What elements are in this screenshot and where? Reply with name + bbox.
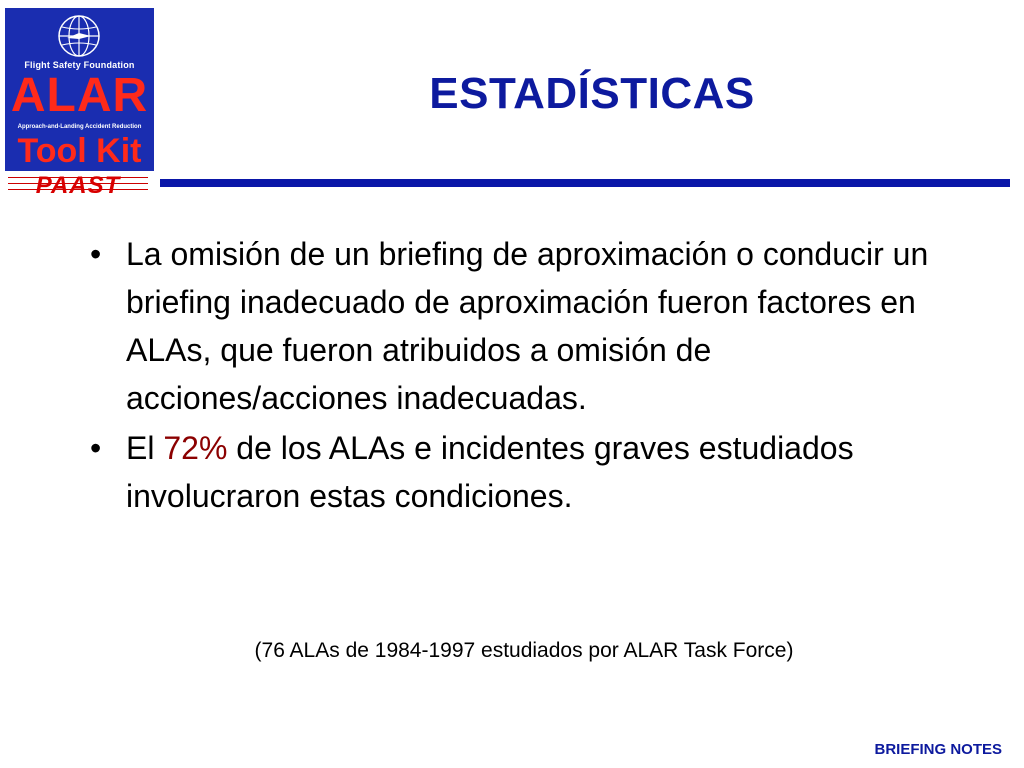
logo-toolkit-text: Tool Kit	[17, 132, 142, 170]
bullet-item	[90, 230, 950, 422]
bullet-marker: •	[90, 236, 102, 272]
alar-toolkit-logo	[5, 8, 154, 171]
title-divider	[160, 179, 1010, 187]
bullet-item	[90, 424, 950, 520]
paast-text: PAAST	[35, 172, 121, 199]
paast-badge	[8, 171, 148, 201]
globe-icon	[57, 14, 101, 58]
slide-title: ESTADÍSTICAS	[429, 69, 755, 118]
logo-subtitle-text: Approach-and-Landing Accident Reduction	[17, 124, 142, 130]
logo-foundation-text: Flight Safety Foundation	[24, 60, 135, 70]
bullet-list	[90, 230, 950, 522]
bullet-text-after: de los ALAs e incidentes graves estudiados involucraron estas condiciones.	[126, 430, 854, 514]
logo-alar-text: ALAR	[10, 69, 149, 122]
source-footnote: (76 ALAs de 1984-1997 estudiados por ALAR Task Force)	[254, 639, 794, 662]
bullet-text-before: El	[126, 430, 164, 466]
percentage-highlight: 72%	[163, 430, 228, 466]
bullet-text: La omisión de un briefing de aproximación o conducir un briefing inadecuado de aproximación fueron factores en ALAs, que fueron atribuidos a omisión de acciones/acciones inadecuadas.	[126, 236, 929, 416]
bullet-marker: •	[90, 430, 102, 466]
briefing-notes-label: BRIEFING NOTES	[874, 741, 1002, 758]
